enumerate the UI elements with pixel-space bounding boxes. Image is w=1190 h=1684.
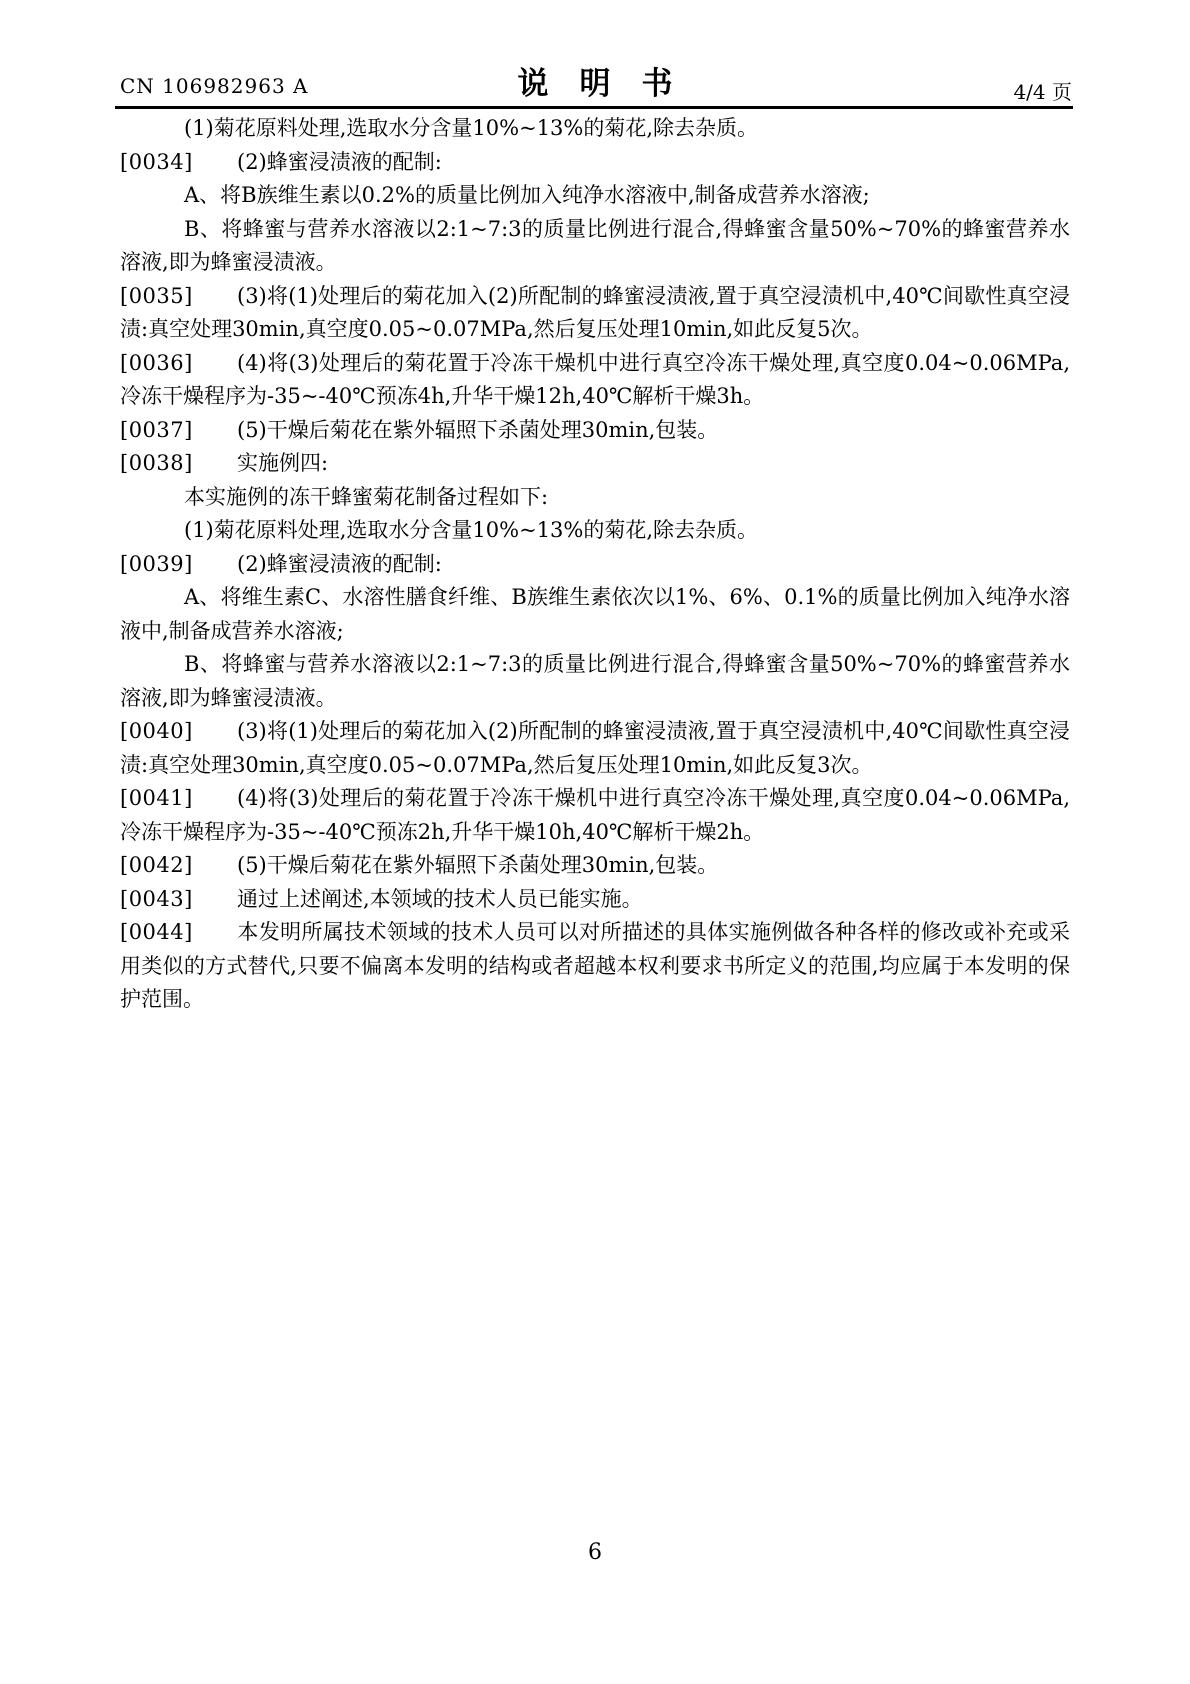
paragraph-number: [0037]	[120, 417, 193, 442]
paragraph	[120, 782, 1070, 849]
paragraph-number: [0044]	[120, 920, 193, 944]
paragraph-number: [0041]	[120, 786, 193, 810]
paragraph	[120, 280, 1070, 347]
paragraph	[120, 213, 1070, 280]
paragraph	[120, 347, 1070, 414]
page-header	[0, 0, 1190, 110]
paragraph	[120, 179, 1070, 213]
paragraph-text: (5)干燥后菊花在紫外辐照下杀菌处理30min,包装。	[237, 417, 719, 442]
paragraph	[120, 112, 1070, 146]
paragraph-text: (3)将(1)处理后的菊花加入(2)所配制的蜂蜜浸渍液,置于真空浸渍机中,40℃间歇性真空浸渍:真空处理30min,真空度0.05~0.07MPa,然后复压处理10min,如此反复3次。	[120, 719, 1070, 777]
paragraph	[120, 447, 1070, 481]
paragraph-text: A、将B族维生素以0.2%的质量比例加入纯净水溶液中,制备成营养水溶液;	[184, 183, 870, 207]
publication-number: CN 106982963 A	[120, 74, 309, 98]
paragraph	[120, 146, 1070, 180]
paragraph-text: (2)蜂蜜浸渍液的配制:	[237, 149, 442, 174]
paragraph-text: 通过上述阐述,本领域的技术人员已能实施。	[237, 886, 643, 911]
page-indicator: 4/4 页	[1013, 80, 1072, 104]
paragraph	[120, 648, 1070, 715]
description-body	[120, 112, 1070, 1017]
paragraph	[120, 883, 1070, 917]
header-rule	[115, 106, 1073, 109]
page-footer	[0, 1540, 1190, 1565]
paragraph	[120, 916, 1070, 1017]
paragraph	[120, 481, 1070, 515]
paragraph-text: 实施例四:	[237, 451, 329, 475]
paragraph	[120, 581, 1070, 648]
page-number: 6	[588, 1540, 602, 1565]
paragraph	[120, 849, 1070, 883]
paragraph-number: [0034]	[120, 149, 193, 174]
paragraph	[120, 715, 1070, 782]
paragraph-number: [0043]	[120, 886, 193, 911]
paragraph-text: (2)蜂蜜浸渍液的配制:	[237, 551, 442, 576]
paragraph-text: (1)菊花原料处理,选取水分含量10%~13%的菊花,除去杂质。	[184, 518, 759, 542]
paragraph-text: 本实施例的冻干蜂蜜菊花制备过程如下:	[184, 484, 549, 509]
paragraph-number: [0035]	[120, 283, 193, 308]
paragraph	[120, 514, 1070, 548]
paragraph-number: [0038]	[120, 451, 193, 475]
paragraph-text: B、将蜂蜜与营养水溶液以2:1~7:3的质量比例进行混合,得蜂蜜含量50%~70%的蜂蜜营养水溶液,即为蜂蜜浸渍液。	[120, 652, 1070, 710]
paragraph-number: [0039]	[120, 551, 193, 576]
paragraph-number: [0040]	[120, 719, 193, 743]
paragraph-text: B、将蜂蜜与营养水溶液以2:1~7:3的质量比例进行混合,得蜂蜜含量50%~70%的蜂蜜营养水溶液,即为蜂蜜浸渍液。	[120, 216, 1070, 274]
paragraph-text: (3)将(1)处理后的菊花加入(2)所配制的蜂蜜浸渍液,置于真空浸渍机中,40℃间歇性真空浸渍:真空处理30min,真空度0.05~0.07MPa,然后复压处理10min,如此反复5次。	[120, 283, 1070, 341]
paragraph-text: (4)将(3)处理后的菊花置于冷冻干燥机中进行真空冷冻干燥处理,真空度0.04~0.06MPa,冷冻干燥程序为-35~-40℃预冻4h,升华干燥12h,40℃解析干燥3h。	[120, 350, 1070, 408]
paragraph-number: [0042]	[120, 853, 193, 877]
document-title: 说 明 书	[517, 66, 673, 102]
paragraph-number: [0036]	[120, 350, 193, 375]
paragraph-text: (4)将(3)处理后的菊花置于冷冻干燥机中进行真空冷冻干燥处理,真空度0.04~0.06MPa,冷冻干燥程序为-35~-40℃预冻2h,升华干燥10h,40℃解析干燥2h。	[120, 786, 1070, 844]
paragraph-text: A、将维生素C、水溶性膳食纤维、B族维生素依次以1%、6%、0.1%的质量比例加入纯净水溶液中,制备成营养水溶液;	[120, 585, 1070, 643]
paragraph	[120, 548, 1070, 582]
paragraph-text: (1)菊花原料处理,选取水分含量10%~13%的菊花,除去杂质。	[184, 116, 759, 140]
paragraph	[120, 414, 1070, 448]
paragraph-text: (5)干燥后菊花在紫外辐照下杀菌处理30min,包装。	[237, 853, 719, 877]
paragraph-text: 本发明所属技术领域的技术人员可以对所描述的具体实施例做各种各样的修改或补充或采用类似的方式替代,只要不偏离本发明的结构或者超越本权利要求书所定义的范围,均应属于本发明的保护范围。	[120, 920, 1070, 1011]
